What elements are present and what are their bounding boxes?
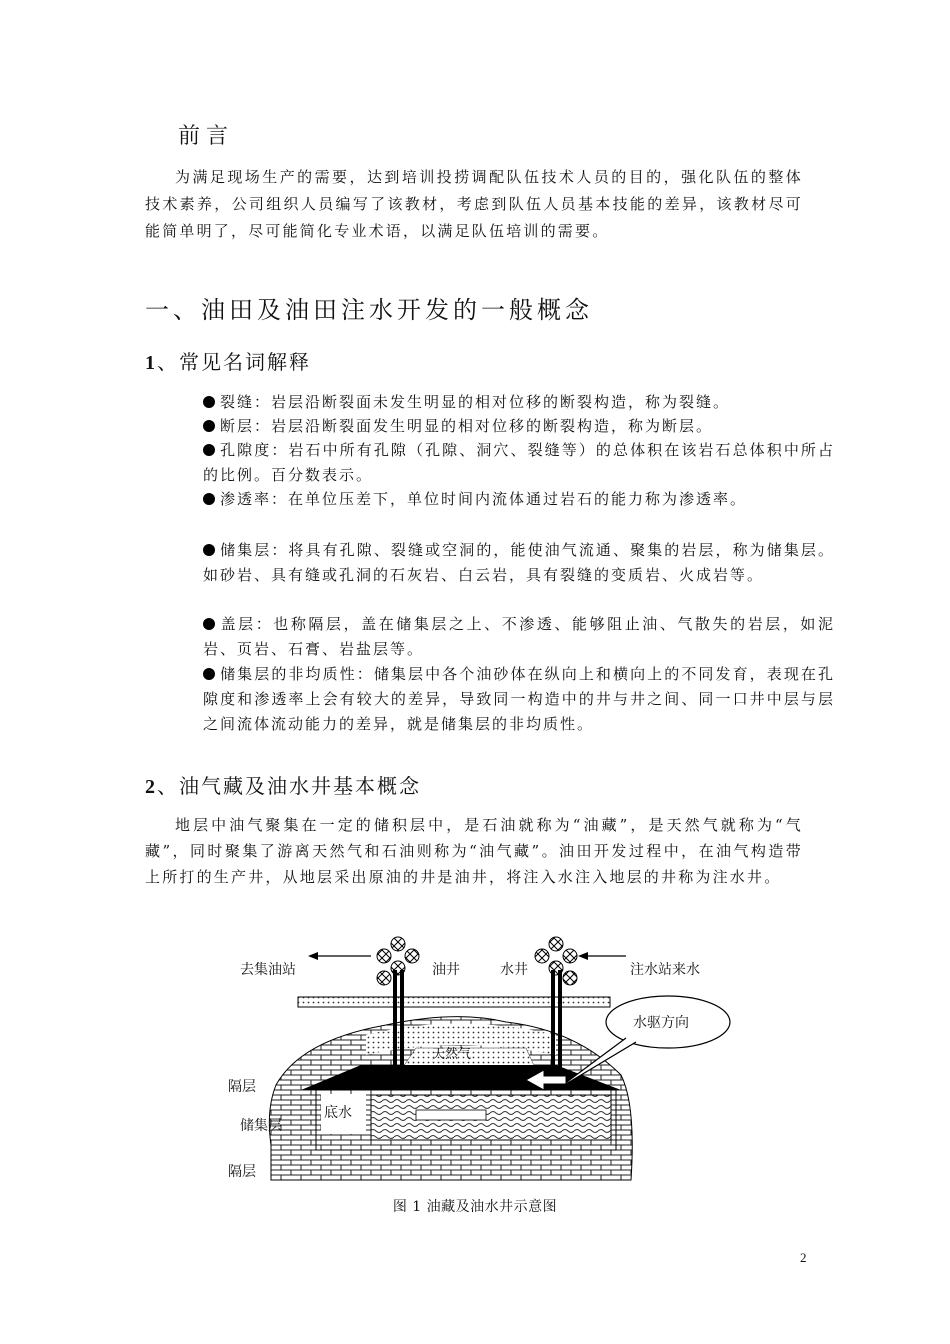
bullet-icon [203, 396, 215, 408]
subsection-2-number: 2 [145, 776, 157, 798]
term-caprock: 盖层：也称隔层，盖在储集层之上、不渗透、能够阻止油、气散失的岩层，如泥岩、页岩、石膏、岩盐层等。 [203, 615, 835, 658]
from-station-label: 注水站来水 [630, 962, 700, 978]
gas-label: 天然气 [432, 1047, 472, 1062]
term-reservoir: 储集层：将具有孔隙、裂缝或空洞的，能使油气流通、聚集的岩层，称为储集层。如砂岩、具有缝或孔洞的石灰岩、白云岩，具有裂缝的变质岩、火成岩等。 [203, 541, 835, 584]
subsection-2-title [145, 770, 421, 799]
drive-direction-label: 水驱方向 [633, 1015, 689, 1031]
term-fault: 断层：岩层沿断裂面发生明显的相对位移的断裂构造，称为断层。 [173, 414, 835, 439]
surface-layer [298, 997, 610, 1007]
barrier-bottom-label: 隔层 [228, 1164, 256, 1180]
bullet-icon [203, 444, 215, 456]
bullet-icon [203, 618, 215, 630]
section-title: 一、油田及油田注水开发的一般概念 [145, 296, 593, 324]
subsection-1-title [145, 346, 311, 375]
term-heterogeneity: 储集层的非均质性：储集层中各个油砂体在纵向上和横向上的不同发育，表现在孔隙度和渗透率上会有较大的差异，导致同一构造中的井与井之间、同一口井中层与层之间流体流动能力的差异，就是储集层的非均质性。 [203, 665, 835, 733]
preface-paragraph: 为满足现场生产的需要，达到培训投捞调配队伍技术人员的目的，强化队伍的整体技术素养，公司组织人员编写了该教材，考虑到队伍人员基本技能的差异，该教材尽可能简单明了，尽可能简化专业术语，以满足队伍培训的需要。 [145, 168, 803, 240]
reservoir-label: 储集层 [240, 1118, 282, 1134]
figure-caption: 图 1 油藏及油水井示意图 [392, 1199, 558, 1215]
from-station-arrowhead [578, 952, 588, 960]
subsection-1-number: 1 [145, 352, 157, 374]
term-porosity: 孔隙度：岩石中所有孔隙（孔隙、洞穴、裂缝等）的总体积在该岩石总体积中所占的比例。百分数表示。 [203, 441, 835, 484]
bullet-icon [203, 544, 215, 556]
bullet-icon [203, 493, 215, 505]
bullet-icon [203, 420, 215, 432]
oil-well-label: 油井 [432, 962, 460, 978]
reservoir-diagram [226, 930, 746, 1190]
reservoir-paragraph: 地层中油气聚集在一定的储积层中，是石油就称为“油藏”，是天然气就称为“气藏”，同时聚集了游离天然气和石油则称为“油气藏”。油田开发过程中，在油气构造带上所打的生产井，从地层采出原油的井是油井，将注入水注入地层的井称为注水井。 [145, 816, 803, 886]
barrier-top-label: 隔层 [228, 1079, 256, 1095]
term-fracture: 裂缝：岩层沿断裂面未发生明显的相对位移的断裂构造，称为裂缝。 [173, 390, 835, 415]
bottom-water-zone [371, 1095, 611, 1140]
preface-title: 前言 [178, 124, 235, 149]
bullet-icon [203, 668, 215, 680]
page-number: 2 [800, 1250, 807, 1265]
water-well-label: 水井 [500, 962, 528, 978]
water-band [416, 1110, 486, 1120]
bottom-water-label: 底水 [324, 1105, 352, 1121]
term-permeability: 渗透率：在单位压差下，单位时间内流体通过岩石的能力称为渗透率。 [173, 487, 835, 512]
subsection-1-text: 、常见名词解释 [157, 350, 311, 374]
to-station-arrowhead [308, 952, 318, 960]
to-station-label: 去集油站 [240, 962, 296, 978]
subsection-2-text: 、油气藏及油水井基本概念 [157, 774, 421, 798]
